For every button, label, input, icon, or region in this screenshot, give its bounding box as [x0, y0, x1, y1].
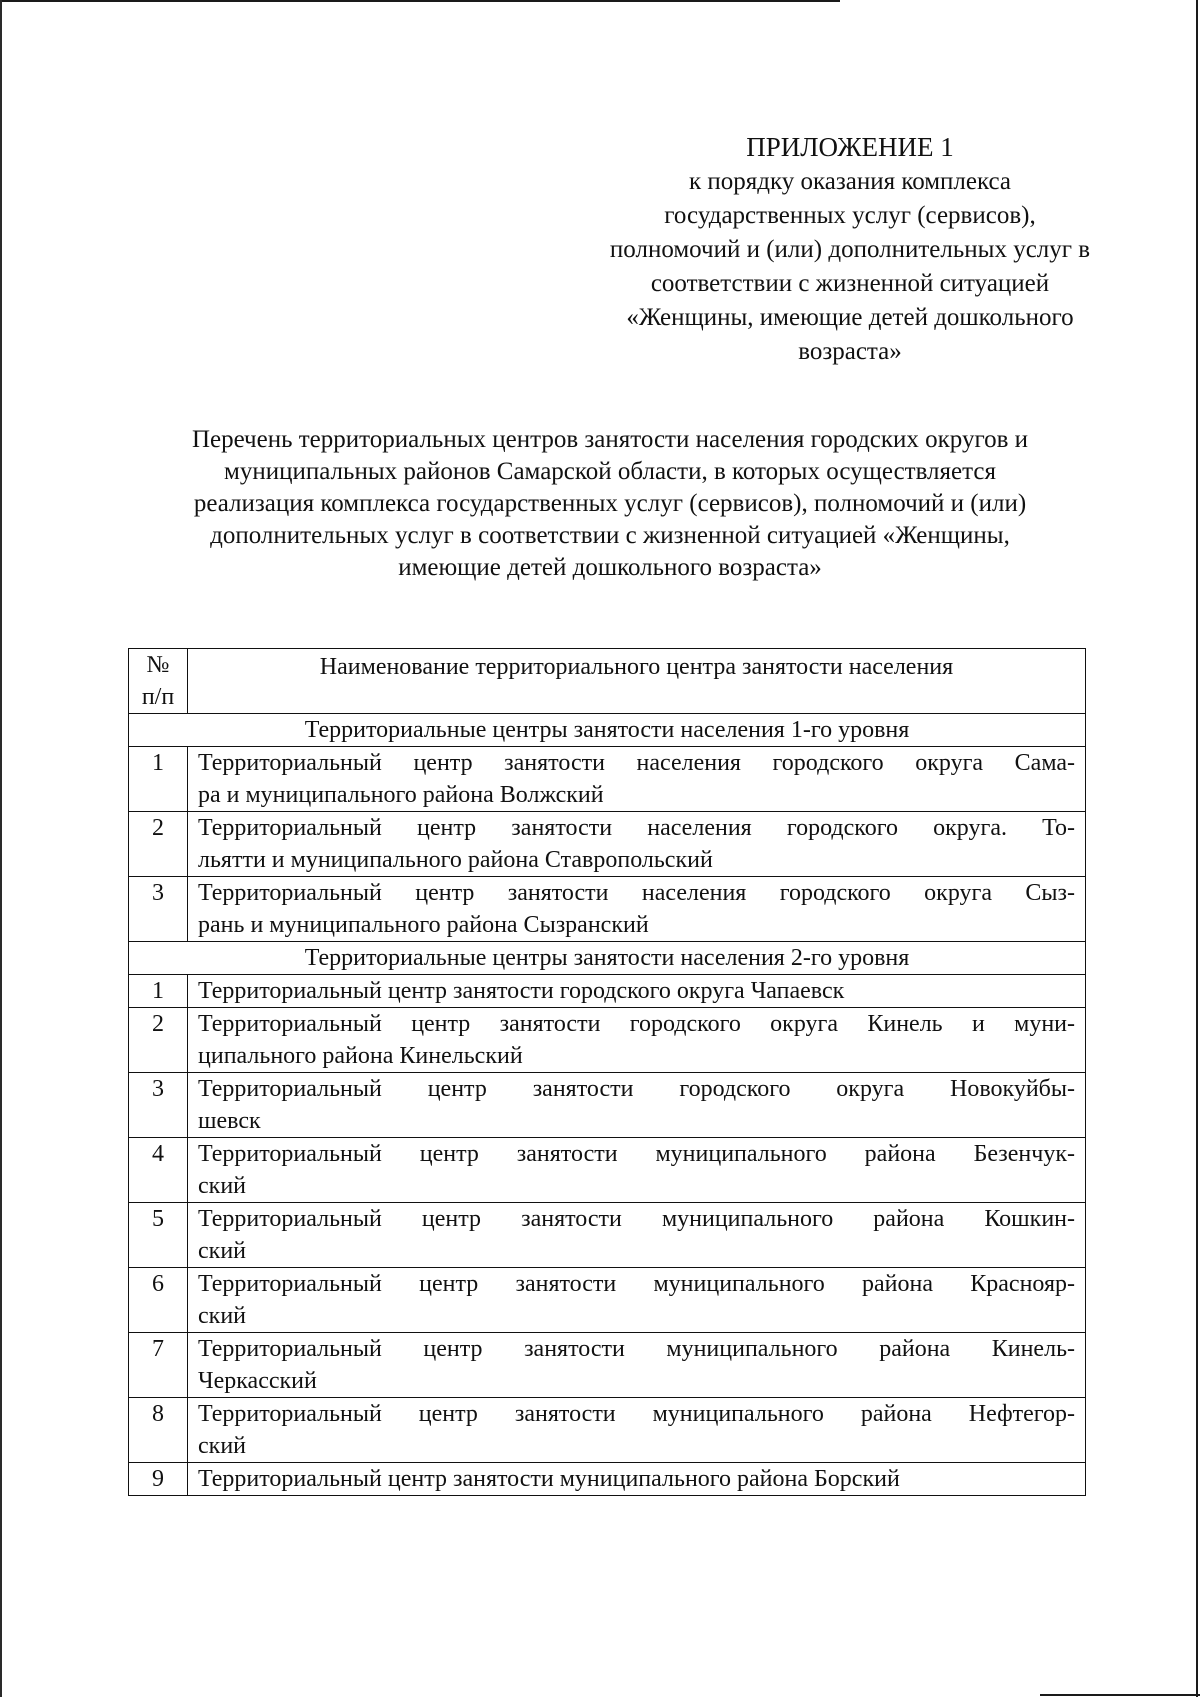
heading-line: Перечень территориальных центров занятости населения городских округов и	[191, 426, 1029, 453]
center-name-line: Территориальный центр занятости муниципального района Безенчук-	[198, 1141, 1075, 1167]
table-header-row	[129, 649, 1086, 714]
row-center-name	[188, 1073, 1086, 1138]
center-name-line: Территориальный центр занятости муниципального района Борский	[198, 1466, 900, 1492]
appendix-block	[560, 130, 1140, 369]
table-body	[129, 714, 1086, 1496]
row-center-name	[188, 812, 1086, 877]
heading-line: реализация комплекса государственных услуг (сервисов), полномочий и (или)	[193, 490, 1027, 517]
center-name-line: Территориальный центр занятости населения городского округа Сама-	[198, 750, 1075, 776]
center-name-line: ский	[198, 1173, 246, 1199]
center-name-line: Территориальный центр занятости муниципального района Кинель-	[198, 1336, 1075, 1362]
center-name-line: ра и муниципального района Волжский	[198, 782, 604, 808]
row-center-name	[188, 877, 1086, 942]
center-name-line: ский	[198, 1303, 246, 1329]
center-name-line: Территориальный центр занятости муниципального района Нефтегор-	[198, 1401, 1075, 1427]
scan-edge-bottom	[1040, 1694, 1200, 1696]
group-title: Территориальные центры занятости населения 1-го уровня	[129, 714, 1086, 747]
row-number: 5	[129, 1203, 188, 1268]
group-row	[129, 942, 1086, 975]
center-name-line: шевск	[198, 1108, 261, 1134]
row-center-name	[188, 1203, 1086, 1268]
row-center-name	[188, 1138, 1086, 1203]
row-number: 2	[129, 1008, 188, 1073]
table-row	[129, 1333, 1086, 1398]
scan-edge-top	[0, 0, 840, 2]
table-row	[129, 1268, 1086, 1333]
row-number: 3	[129, 1073, 188, 1138]
appendix-line: к порядку оказания комплекса	[688, 168, 1012, 195]
header-number-cell	[129, 649, 188, 714]
center-name-line: льятти и муниципального района Ставропольский	[198, 847, 713, 873]
centers-table	[128, 648, 1086, 1496]
heading-line: дополнительных услуг в соответствии с жизненной ситуацией «Женщины,	[210, 522, 1010, 549]
center-name-line: ский	[198, 1433, 246, 1459]
row-center-name	[188, 1333, 1086, 1398]
appendix-line: «Женщины, имеющие детей дошкольного	[626, 304, 1074, 331]
center-name-line: Территориальный центр занятости городского округа Кинель и муни-	[198, 1011, 1075, 1037]
header-number-sublabel: п/п	[141, 684, 175, 710]
center-name-line: Территориальный центр занятости муниципального района Краснояр-	[198, 1271, 1075, 1297]
center-name-line: ский	[198, 1238, 246, 1264]
scan-edge-left	[0, 0, 2, 1697]
header-number-label: №	[146, 652, 170, 678]
row-center-name	[188, 1268, 1086, 1333]
heading-line: имеющие детей дошкольного возраста»	[398, 554, 822, 581]
table-row	[129, 1008, 1086, 1073]
row-number: 2	[129, 812, 188, 877]
center-name-line: рань и муниципального района Сызранский	[198, 912, 649, 938]
row-number: 1	[129, 975, 188, 1008]
group-row	[129, 714, 1086, 747]
table-row	[129, 1398, 1086, 1463]
row-center-name	[188, 1463, 1086, 1496]
row-number: 1	[129, 747, 188, 812]
center-name-line: Черкасский	[198, 1368, 317, 1394]
center-name-line: Территориальный центр занятости населения городского округа Сыз-	[198, 880, 1075, 906]
scan-edge-right	[1196, 0, 1198, 1697]
row-center-name	[188, 975, 1086, 1008]
row-number: 4	[129, 1138, 188, 1203]
document-heading	[140, 424, 1080, 584]
appendix-title: ПРИЛОЖЕНИЕ 1	[746, 132, 954, 162]
table-row	[129, 812, 1086, 877]
center-name-line: Территориальный центр занятости муниципального района Кошкин-	[198, 1206, 1075, 1232]
table-row	[129, 1138, 1086, 1203]
center-name-line: Территориальный центр занятости населения городского округа. То-	[198, 815, 1075, 841]
row-number: 3	[129, 877, 188, 942]
appendix-line: полномочий и (или) дополнительных услуг в	[609, 236, 1091, 263]
table-row	[129, 747, 1086, 812]
center-name-line: Территориальный центр занятости городского округа Чапаевск	[198, 978, 845, 1004]
row-center-name	[188, 1008, 1086, 1073]
appendix-line: возраста»	[798, 338, 902, 365]
row-center-name	[188, 747, 1086, 812]
table-row	[129, 975, 1086, 1008]
row-number: 7	[129, 1333, 188, 1398]
group-title: Территориальные центры занятости населения 2-го уровня	[129, 942, 1086, 975]
header-name-cell: Наименование территориального центра занятости населения	[188, 649, 1086, 714]
row-number: 6	[129, 1268, 188, 1333]
table-row	[129, 877, 1086, 942]
center-name-line: Территориальный центр занятости городского округа Новокуйбы-	[198, 1076, 1075, 1102]
table-row	[129, 1203, 1086, 1268]
row-number: 9	[129, 1463, 188, 1496]
heading-line: муниципальных районов Самарской области, в которых осуществляется	[224, 458, 996, 485]
appendix-line: соответствии с жизненной ситуацией	[650, 270, 1050, 297]
center-name-line: ципального района Кинельский	[198, 1043, 523, 1069]
row-center-name	[188, 1398, 1086, 1463]
row-number: 8	[129, 1398, 188, 1463]
appendix-line: государственных услуг (сервисов),	[664, 202, 1036, 229]
table-row	[129, 1073, 1086, 1138]
table-row	[129, 1463, 1086, 1496]
